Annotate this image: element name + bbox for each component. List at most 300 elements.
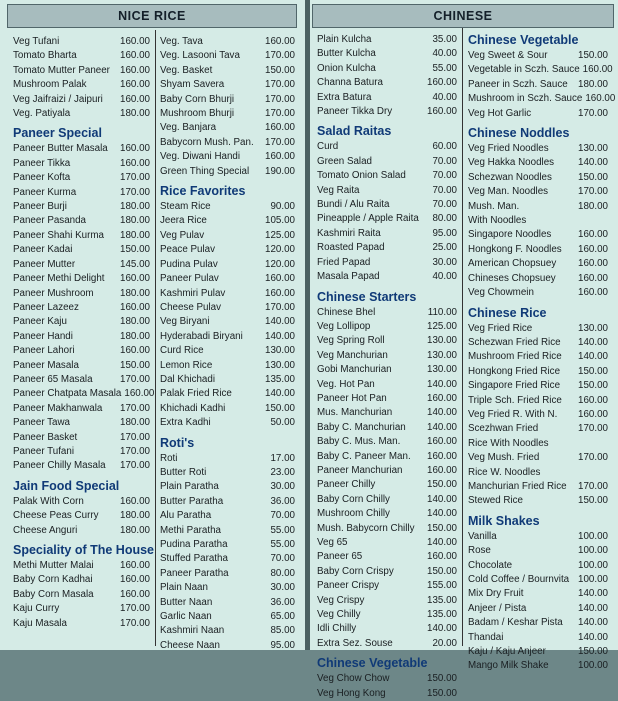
item-price: 160.00 [120, 143, 150, 155]
item-name: Tomato Mutter Paneer [13, 64, 110, 76]
menu-item [317, 140, 457, 154]
item-name: Rose [468, 545, 491, 557]
item-name: Jeera Rice [160, 215, 207, 227]
menu-item [160, 639, 295, 653]
menu-item [160, 229, 295, 243]
item-name: Channa Batura [317, 77, 383, 89]
item-price: 70.00 [432, 170, 457, 182]
item-name: Mango Milk Shake [468, 660, 549, 672]
menu-item [317, 522, 457, 536]
item-name: Fried Papad [317, 256, 371, 268]
item-name: Tomato Onion Salad [317, 170, 406, 182]
column-divider [155, 30, 156, 646]
menu-item [317, 62, 457, 76]
item-name: Manchurian Fried Rice [468, 480, 567, 492]
item-price: 180.00 [120, 215, 150, 227]
item-price: 60.00 [432, 141, 457, 153]
item-name: Paneer Chatpata Masala [13, 388, 122, 400]
menu-item [13, 229, 150, 243]
menu-item [317, 493, 457, 507]
item-name: Veg. Lasooni Tava [160, 50, 240, 62]
menu-item [468, 659, 608, 673]
item-name: Veg Chilly [317, 609, 361, 621]
menu-item [160, 272, 295, 286]
menu-item [468, 214, 608, 228]
item-name: Veg Mush. Fried [468, 452, 540, 464]
menu-item [160, 402, 295, 416]
item-price: 160.00 [120, 157, 150, 169]
item-price: 160.00 [578, 243, 608, 255]
item-name: Green Salad [317, 155, 373, 167]
item-name: Paneer Tikka Dry [317, 106, 393, 118]
menu-item [317, 672, 457, 686]
menu-item [468, 559, 608, 573]
left-column-2 [160, 35, 295, 653]
item-price: 150.00 [265, 64, 295, 76]
menu-item [13, 524, 150, 538]
menu-item [468, 92, 616, 106]
item-price: 30.00 [270, 582, 295, 594]
item-name: Baby Corn Bhurji [160, 93, 235, 105]
item-name: Paneer Mushroom [13, 287, 94, 299]
menu-item [13, 171, 150, 185]
item-name: Curd Rice [160, 345, 204, 357]
item-price: 70.00 [270, 553, 295, 565]
item-price: 140.00 [578, 157, 608, 169]
item-price: 135.00 [427, 594, 457, 606]
menu-item [317, 155, 457, 169]
menu-item [13, 359, 150, 373]
item-name: Masala Papad [317, 271, 380, 283]
menu-item [317, 378, 457, 392]
item-price: 180.00 [120, 287, 150, 299]
item-price: 100.00 [578, 574, 608, 585]
item-price: 160.00 [120, 495, 150, 507]
item-price: 120.00 [265, 244, 295, 256]
item-name: Methi Mutter Malai [13, 560, 94, 571]
item-name: Butter Kulcha [317, 48, 376, 60]
item-price: 150.00 [427, 522, 457, 534]
item-name: Onion Kulcha [317, 62, 376, 74]
menu-item [317, 334, 457, 348]
menu-item [160, 107, 295, 121]
item-name: American Chopsuey [468, 258, 557, 270]
item-price: 130.00 [265, 359, 295, 371]
menu-item [468, 185, 608, 199]
item-name: Mushroom Bhurji [160, 108, 235, 120]
menu-item [468, 631, 608, 645]
item-name: Paneer Manchurian [317, 464, 403, 476]
menu-item [317, 608, 457, 622]
item-price: 70.00 [270, 510, 295, 522]
item-name: Veg. Diwani Handi [160, 151, 241, 163]
menu-item [317, 47, 457, 61]
menu-item [468, 602, 608, 616]
item-name: Methi Paratha [160, 524, 221, 536]
section-heading-milk-shakes: Milk Shakes [468, 513, 540, 528]
menu-item [13, 373, 150, 387]
item-price: 40.00 [432, 271, 457, 283]
item-price: 125.00 [265, 229, 295, 241]
item-price: 65.00 [270, 611, 295, 623]
item-name: Paneer Tikka [13, 157, 71, 169]
item-price: 110.00 [427, 306, 457, 318]
item-name: Peace Pulav [160, 244, 216, 256]
section-heading-speciality-of-the-house: Speciality of The House [13, 543, 155, 557]
item-name: Veg. Patiyala [13, 108, 71, 120]
item-name: Green Thing Special [160, 165, 250, 177]
item-price: 160.00 [120, 588, 150, 600]
item-price: 145.00 [120, 258, 150, 270]
item-name: Baby Corn Kadhai [13, 574, 93, 586]
item-name: Paneer Kofta [13, 172, 71, 184]
item-name: Veg Sweet & Sour [468, 50, 548, 61]
section-heading-chinese-rice: Chinese Rice [468, 305, 547, 320]
item-price: 95.00 [432, 227, 457, 239]
item-name: Paneer Crispy [317, 580, 380, 592]
menu-item [468, 573, 608, 587]
menu-item [468, 451, 608, 465]
menu-item [317, 270, 457, 284]
menu-item [317, 536, 457, 550]
menu-item [317, 579, 457, 593]
item-price: 160.00 [265, 273, 295, 285]
item-name: Plain Paratha [160, 481, 219, 493]
item-price: 170.00 [265, 93, 295, 105]
item-name: Paneer Chilly [317, 479, 376, 491]
chinese-banner: CHINESE [312, 4, 614, 28]
item-price: 170.00 [265, 136, 295, 148]
item-price: 170.00 [120, 603, 150, 615]
item-name: Baby C. Mus. Man. [317, 436, 401, 448]
menu-item [160, 344, 295, 358]
item-name: Veg. Hot Pan [317, 378, 375, 390]
item-price: 170.00 [578, 423, 608, 435]
menu-item [468, 49, 608, 63]
menu-item [13, 186, 150, 200]
item-price: 135.00 [265, 373, 295, 385]
item-name: Cold Coffee / Bournvita [468, 574, 570, 585]
item-name: Lemon Rice [160, 359, 213, 371]
item-price: 125.00 [427, 320, 457, 332]
section-heading-salad-raitas: Salad Raitas [317, 124, 392, 139]
menu-item [13, 573, 150, 587]
item-name: Paneer Pasanda [13, 215, 86, 227]
item-price: 55.00 [270, 539, 295, 550]
menu-item [468, 587, 608, 601]
item-name: Baby C. Paneer Man. [317, 450, 411, 462]
item-price: 25.00 [432, 242, 457, 254]
item-name: Baby Corn Masala [13, 588, 94, 600]
menu-item [468, 272, 608, 286]
item-name: Paneer Makhanwala [13, 402, 103, 414]
menu-item [317, 507, 457, 521]
item-name: Pineapple / Apple Raita [317, 213, 419, 225]
menu-item [13, 107, 150, 121]
item-price: 160.00 [120, 560, 150, 571]
item-name: Paneer 65 Masala [13, 373, 93, 385]
menu-item [468, 544, 608, 558]
item-name: Hongkong F. Noodles [468, 243, 562, 255]
item-name: Mushroom Palak [13, 79, 87, 91]
item-price: 170.00 [120, 617, 150, 629]
left-column-1 [13, 35, 155, 631]
item-name: Butter Naan [160, 596, 213, 608]
item-name: Mushroom Chilly [317, 508, 390, 520]
item-name: Rice With Noodles [468, 437, 549, 449]
section-heading-chinese-starters: Chinese Starters [317, 289, 417, 304]
section-heading-jain-food-special: Jain Food Special [13, 478, 120, 493]
item-price: 70.00 [432, 184, 457, 196]
item-name: Butter Paratha [160, 495, 224, 507]
menu-item [13, 214, 150, 228]
item-name: Cheese Pulav [160, 301, 221, 313]
item-name: Paneer Methi Delight [13, 273, 105, 285]
right-column-1 [317, 33, 457, 701]
item-price: 150.00 [578, 380, 608, 392]
item-name: Pudina Paratha [160, 539, 228, 550]
menu-item [160, 624, 295, 638]
item-name: Kaju Masala [13, 617, 67, 629]
menu-item [317, 198, 457, 212]
item-name: Chinese Bhel [317, 306, 376, 318]
item-price: 150.00 [578, 646, 608, 658]
menu-item [13, 416, 150, 430]
item-price: 160.00 [120, 345, 150, 357]
column-divider [462, 28, 463, 646]
menu-item [468, 286, 608, 300]
item-price: 30.00 [270, 481, 295, 493]
menu-item [317, 184, 457, 198]
item-name: Veg Biryani [160, 316, 210, 328]
item-price: 160.00 [120, 79, 150, 91]
menu-item [160, 64, 295, 78]
item-price: 160.00 [120, 64, 150, 76]
menu-item [317, 622, 457, 636]
item-name: Veg Fried Rice [468, 322, 533, 334]
menu-item [468, 322, 608, 336]
item-price: 105.00 [265, 215, 295, 227]
menu-item [160, 200, 295, 214]
menu-item [160, 567, 295, 581]
item-price: 180.00 [120, 201, 150, 213]
section-heading-chinese-vegetable: Chinese Vegetable [468, 33, 579, 47]
menu-item [317, 421, 457, 435]
item-price: 140.00 [265, 330, 295, 342]
menu-item [317, 91, 457, 105]
item-name: Chineses Chopsuey [468, 272, 556, 284]
item-price: 23.00 [270, 466, 295, 478]
menu-item [160, 596, 295, 610]
item-price: 140.00 [427, 493, 457, 505]
item-price: 140.00 [578, 631, 608, 643]
item-name: Veg Jaifraizi / Jaipuri [13, 93, 103, 105]
menu-item [317, 320, 457, 334]
menu-item [317, 363, 457, 377]
item-price: 17.00 [270, 452, 295, 464]
item-name: Baby Corn Chilly [317, 493, 390, 505]
menu-item [13, 301, 150, 315]
menu-item [468, 63, 613, 77]
item-price: 130.00 [578, 322, 608, 334]
menu-item [468, 107, 608, 121]
item-price: 140.00 [427, 623, 457, 635]
item-name: Stuffed Paratha [160, 553, 228, 565]
menu-item [317, 435, 457, 449]
item-price: 160.00 [578, 229, 608, 241]
item-price: 160.00 [265, 151, 295, 163]
menu-item [13, 387, 155, 401]
item-price: 50.00 [270, 417, 295, 429]
right-menu-page [310, 0, 618, 699]
item-price: 30.00 [432, 256, 457, 268]
item-name: Paneer 65 [317, 551, 363, 563]
item-price: 180.00 [578, 200, 608, 212]
menu-item [468, 530, 608, 544]
item-price: 150.00 [427, 479, 457, 491]
menu-item [13, 431, 150, 445]
item-price: 160.00 [585, 93, 616, 105]
item-name: Paneer Lazeez [13, 301, 79, 313]
section-heading-paneer-special: Paneer Special [13, 126, 102, 141]
item-name: Schezwan Noodles [468, 171, 552, 183]
menu-item [160, 359, 295, 373]
menu-item [13, 602, 150, 616]
menu-item [317, 550, 457, 564]
menu-item [13, 35, 150, 49]
item-price: 70.00 [432, 155, 457, 167]
item-name: Hongkong Fried Rice [468, 365, 561, 377]
item-price: 100.00 [578, 530, 608, 542]
menu-item [468, 350, 608, 364]
menu-item [13, 142, 150, 156]
item-price: 120.00 [265, 258, 295, 270]
menu-item [468, 156, 608, 170]
item-name: Veg. Banjara [160, 122, 217, 134]
menu-item [160, 287, 295, 301]
menu-item [160, 315, 295, 329]
item-price: 170.00 [120, 373, 150, 385]
menu-item [160, 509, 295, 523]
item-name: Paneer Kaju [13, 316, 67, 328]
item-price: 160.00 [427, 392, 457, 404]
item-name: Paneer Butter Masala [13, 143, 108, 155]
menu-item [317, 33, 457, 47]
item-price: 20.00 [432, 637, 457, 649]
item-name: Veg. Tava [160, 36, 203, 47]
item-name: Steam Rice [160, 201, 211, 213]
menu-item [317, 227, 457, 241]
item-name: Badam / Keshar Pista [468, 617, 563, 629]
item-price: 170.00 [578, 452, 608, 464]
item-name: Chocolate [468, 559, 513, 571]
item-name: Curd [317, 141, 339, 153]
menu-item [13, 330, 150, 344]
item-price: 140.00 [578, 336, 608, 348]
item-price: 170.00 [120, 402, 150, 414]
item-price: 80.00 [270, 567, 295, 579]
item-name: Paneer Burji [13, 201, 67, 213]
item-name: Veg Fried R. With N. [468, 408, 558, 420]
menu-item [317, 450, 457, 464]
item-price: 55.00 [270, 524, 295, 536]
menu-item [160, 136, 295, 150]
item-name: Idli Chilly [317, 623, 357, 635]
menu-item [317, 349, 457, 363]
item-price: 140.00 [427, 407, 457, 419]
item-price: 150.00 [578, 365, 608, 377]
item-name: Stewed Rice [468, 495, 523, 507]
item-name: Paneer Handi [13, 330, 73, 342]
menu-item [13, 49, 150, 63]
item-name: Paneer in Sczh. Sauce [468, 78, 568, 90]
item-name: Vegetable in Sczh. Sauce [468, 64, 580, 76]
item-price: 130.00 [427, 364, 457, 376]
item-name: Hyderabadi Biryani [160, 330, 243, 342]
item-price: 180.00 [120, 417, 150, 429]
menu-item [468, 466, 608, 480]
menu-item [468, 494, 608, 508]
menu-item [468, 228, 608, 242]
menu-item [468, 394, 608, 408]
item-name: Singapore Noodles [468, 229, 552, 241]
menu-item [468, 616, 608, 630]
item-price: 150.00 [265, 402, 295, 414]
item-name: Paneer Kurma [13, 186, 77, 198]
menu-item [317, 594, 457, 608]
item-price: 180.00 [120, 510, 150, 522]
item-price: 170.00 [120, 431, 150, 443]
menu-item [160, 452, 295, 466]
menu-item [13, 315, 150, 329]
item-name: Baby C. Manchurian [317, 421, 406, 433]
item-price: 140.00 [265, 316, 295, 328]
item-name: Shyam Savera [160, 79, 225, 91]
menu-item [13, 445, 150, 459]
item-price: 160.00 [120, 50, 150, 62]
item-price: 170.00 [265, 79, 295, 91]
item-price: 170.00 [120, 460, 150, 472]
menu-item [317, 241, 457, 255]
item-price: 130.00 [265, 345, 295, 357]
item-price: 160.00 [120, 301, 150, 313]
item-price: 150.00 [427, 687, 457, 699]
item-price: 140.00 [427, 537, 457, 548]
menu-item [160, 78, 295, 92]
left-menu-page [0, 0, 305, 650]
item-price: 180.00 [578, 78, 608, 90]
item-price: 100.00 [578, 559, 608, 571]
item-price: 55.00 [432, 62, 457, 74]
item-price: 130.00 [427, 349, 457, 361]
item-price: 180.00 [120, 108, 150, 120]
menu-item [160, 165, 295, 179]
menu-item [317, 212, 457, 226]
item-price: 35.00 [432, 34, 457, 45]
item-price: 170.00 [265, 301, 295, 313]
menu-item [468, 171, 608, 185]
item-price: 95.00 [270, 639, 295, 651]
item-price: 36.00 [270, 596, 295, 608]
item-name: Cheese Anguri [13, 524, 78, 536]
item-price: 150.00 [120, 244, 150, 256]
menu-item [468, 200, 608, 214]
menu-item [468, 379, 608, 393]
item-name: Schezwan Fried Rice [468, 336, 561, 348]
item-name: Paneer Paratha [160, 567, 229, 579]
item-name: Scezhwan Fried [468, 423, 539, 435]
item-name: Veg Hot Garlic [468, 107, 532, 119]
